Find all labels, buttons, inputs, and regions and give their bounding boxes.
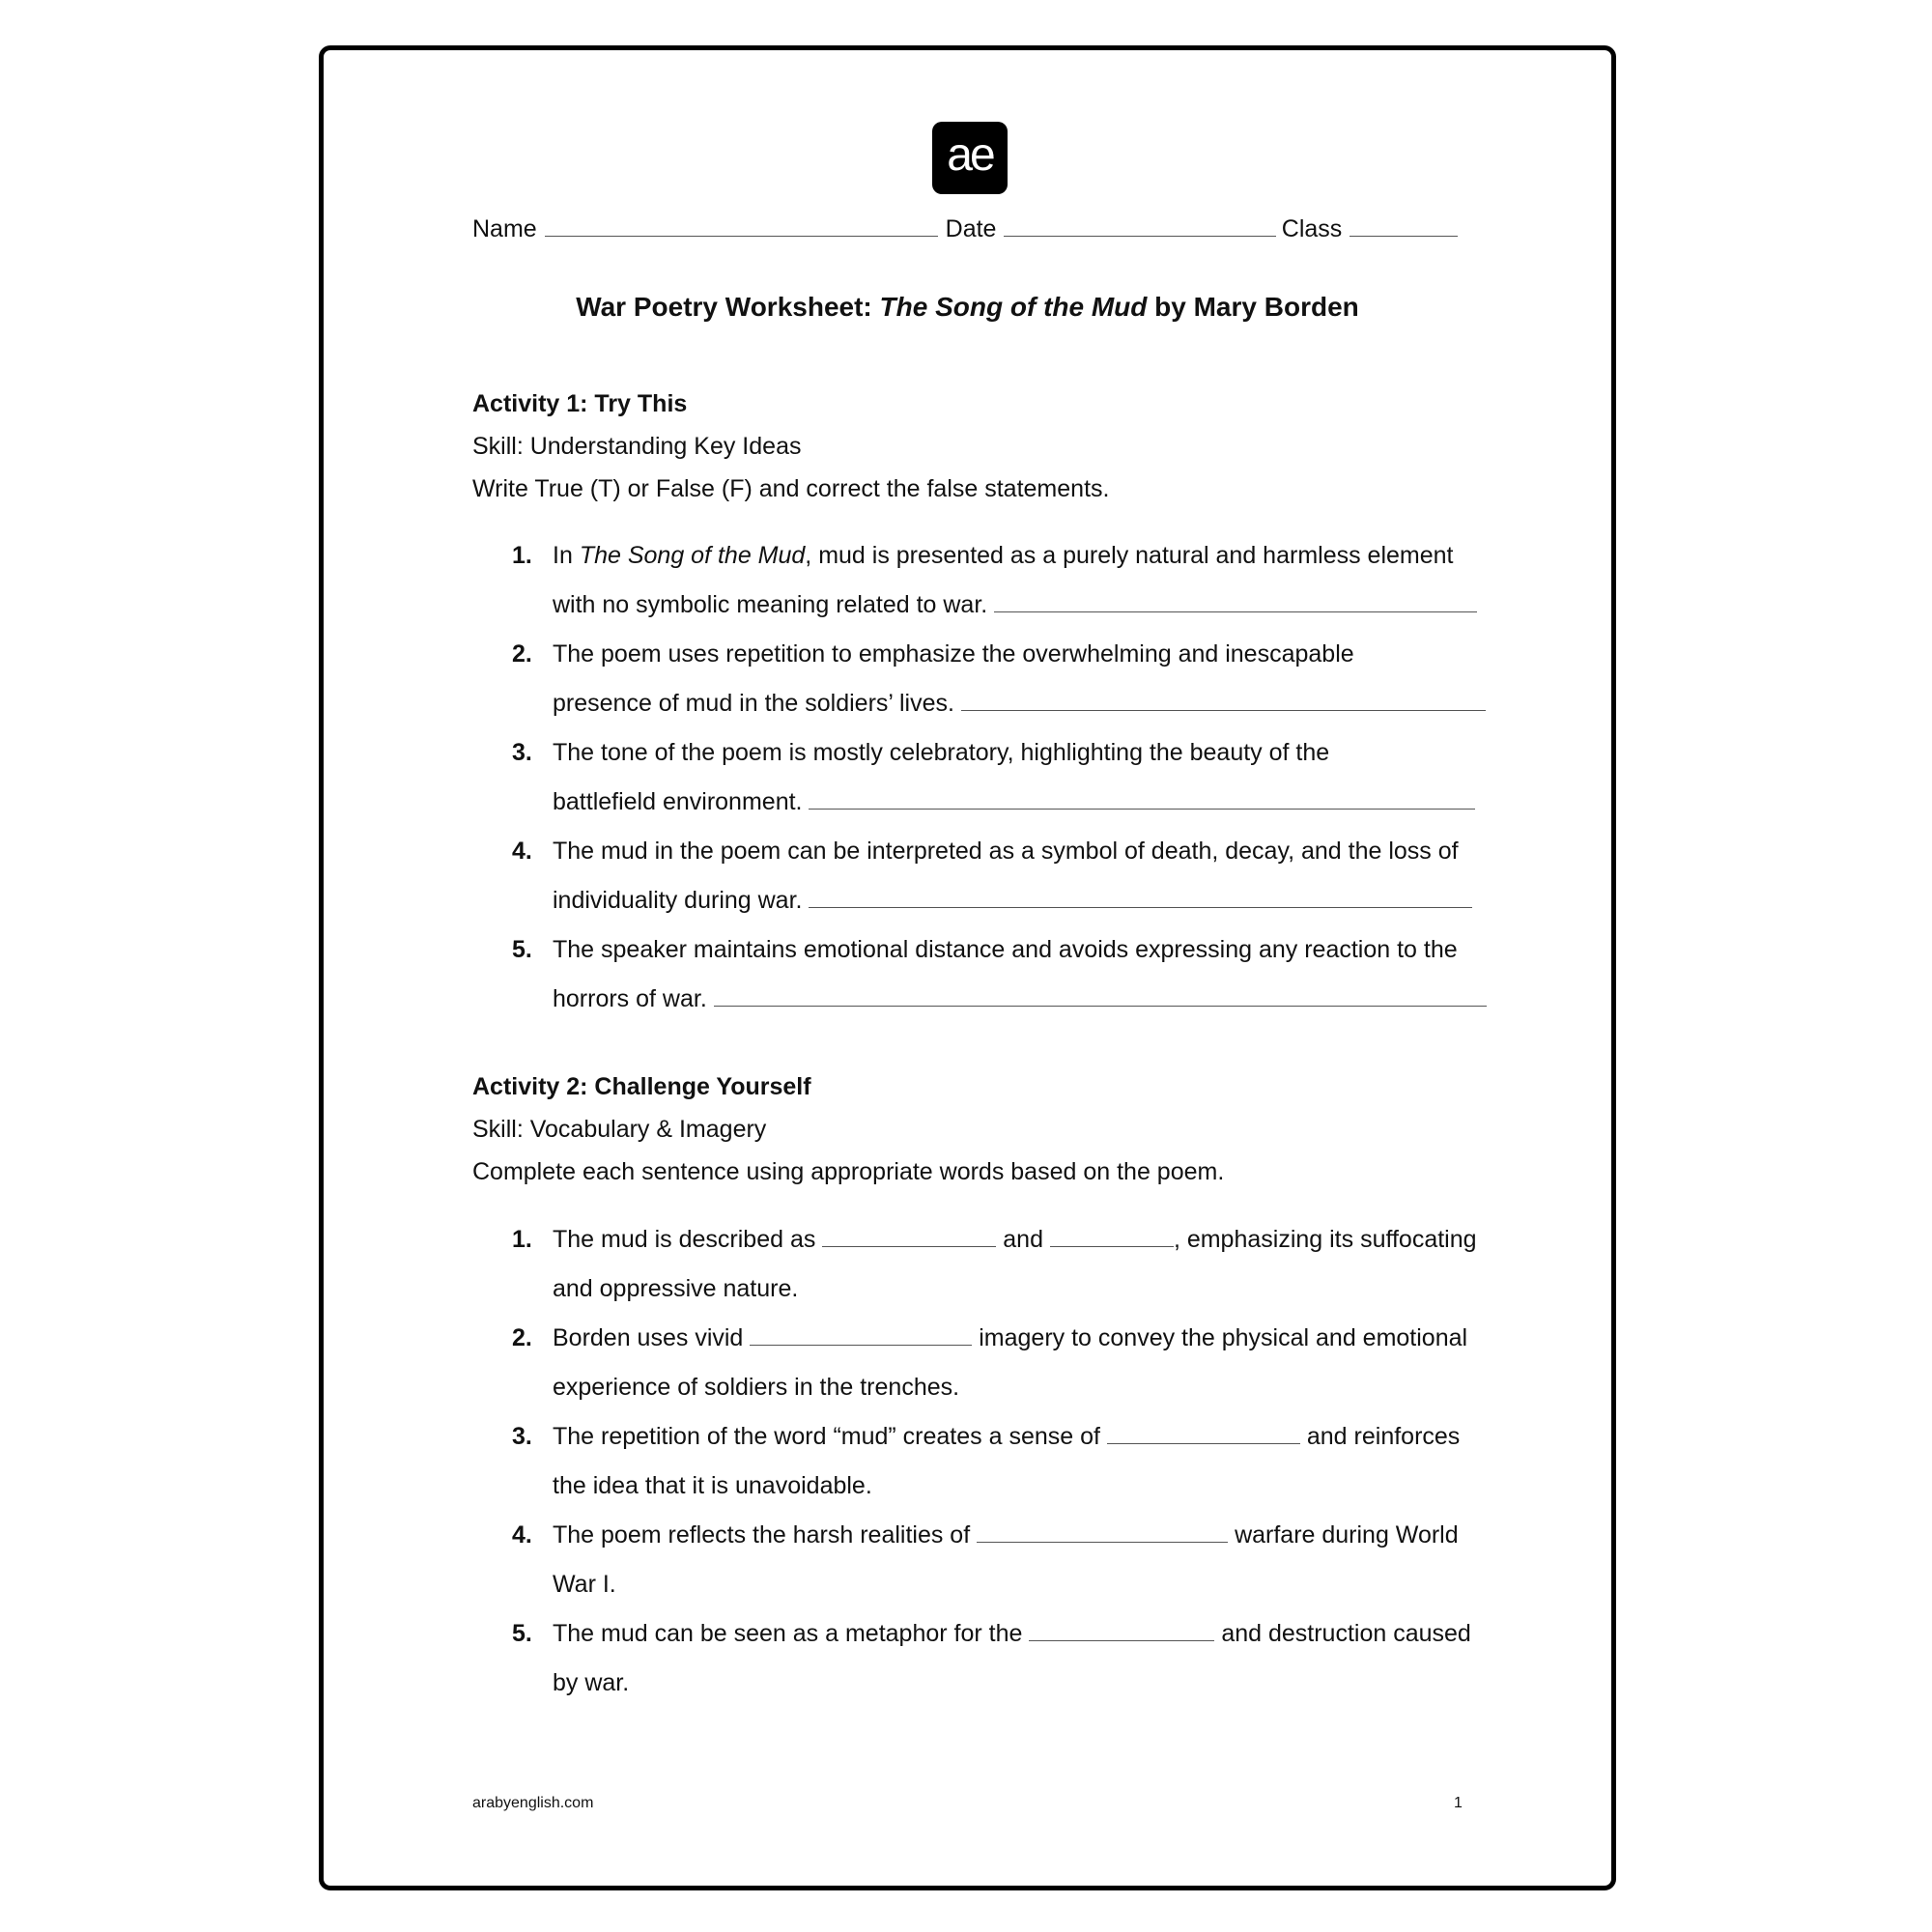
item-number: 4.: [512, 838, 532, 865]
activity-1-skill: Skill: Understanding Key Ideas: [472, 433, 802, 460]
item-number: 2.: [512, 1324, 532, 1351]
student-info-line: [472, 214, 1458, 243]
answer-blank[interactable]: [1050, 1227, 1174, 1247]
name-blank[interactable]: [545, 214, 938, 237]
footer-site: arabyenglish.com: [472, 1795, 594, 1811]
answer-blank[interactable]: [714, 986, 1487, 1007]
list-item: 1. In The Song of the Mud, mud is presented as a purely natural and harmless element with no symbolic meaning related to war.: [512, 531, 1507, 630]
title-prefix: War Poetry Worksheet:: [576, 292, 872, 322]
list-item: 5. The speaker maintains emotional distance and avoids expressing any reaction to the horrors of war.: [512, 925, 1507, 1024]
name-label: Name: [472, 215, 537, 242]
item-number: 3.: [512, 739, 532, 766]
list-item: 2. The poem uses repetition to emphasize the overwhelming and inescapable presence of mud in the soldiers’ lives.: [512, 630, 1507, 728]
item-number: 1.: [512, 1226, 532, 1253]
class-blank[interactable]: [1350, 214, 1458, 237]
answer-blank[interactable]: [1107, 1424, 1300, 1444]
item-number: 4.: [512, 1521, 532, 1548]
answer-blank[interactable]: [977, 1522, 1228, 1543]
activity-2-skill: Skill: Vocabulary & Imagery: [472, 1116, 767, 1143]
activity-1-instruction: Write True (T) or False (F) and correct the false statements.: [472, 475, 1110, 502]
list-item: 3. The tone of the poem is mostly celebratory, highlighting the beauty of the battlefield environment.: [512, 728, 1507, 827]
list-item: 1. The mud is described as and , emphasizing its suffocating and oppressive nature.: [512, 1215, 1507, 1314]
answer-blank[interactable]: [809, 888, 1472, 908]
date-label: Date: [945, 215, 997, 242]
activity-2-header: [472, 1065, 1516, 1193]
list-item: 2. Borden uses vivid imagery to convey the physical and emotional experience of soldiers in the trenches.: [512, 1314, 1507, 1412]
answer-blank[interactable]: [961, 691, 1486, 711]
list-item: 4. The poem reflects the harsh realities of warfare during World War I.: [512, 1511, 1507, 1609]
answer-blank[interactable]: [750, 1325, 972, 1346]
date-blank[interactable]: [1004, 214, 1275, 237]
item-number: 5.: [512, 1620, 532, 1647]
activity-2-instruction: Complete each sentence using appropriate words based on the poem.: [472, 1158, 1225, 1185]
class-label: Class: [1281, 215, 1343, 242]
item-number: 2.: [512, 640, 532, 668]
item-number: 1.: [512, 542, 532, 569]
activity-1-list: [512, 531, 1507, 1024]
title-suffix: by Mary Borden: [1154, 292, 1359, 322]
list-item: 5. The mud can be seen as a metaphor for the and destruction caused by war.: [512, 1609, 1507, 1708]
activity-2-list: [512, 1215, 1507, 1708]
answer-blank[interactable]: [822, 1227, 996, 1247]
answer-blank[interactable]: [1029, 1621, 1214, 1641]
page-number: 1: [1454, 1795, 1463, 1811]
answer-blank[interactable]: [809, 789, 1475, 810]
list-item: 4. The mud in the poem can be interpreted as a symbol of death, decay, and the loss of individuality during war.: [512, 827, 1507, 925]
item-number: 3.: [512, 1423, 532, 1450]
list-item: 3. The repetition of the word “mud” creates a sense of and reinforces the idea that it is unavoidable.: [512, 1412, 1507, 1511]
activity-1-heading: Activity 1: Try This: [472, 390, 688, 417]
page-title: [319, 292, 1616, 323]
activity-1-header: [472, 383, 1516, 510]
activity-2-heading: Activity 2: Challenge Yourself: [472, 1073, 811, 1100]
item-number: 5.: [512, 936, 532, 963]
ae-logo: ae: [932, 122, 1008, 194]
title-poem: The Song of the Mud: [879, 292, 1148, 322]
answer-blank[interactable]: [994, 592, 1477, 612]
